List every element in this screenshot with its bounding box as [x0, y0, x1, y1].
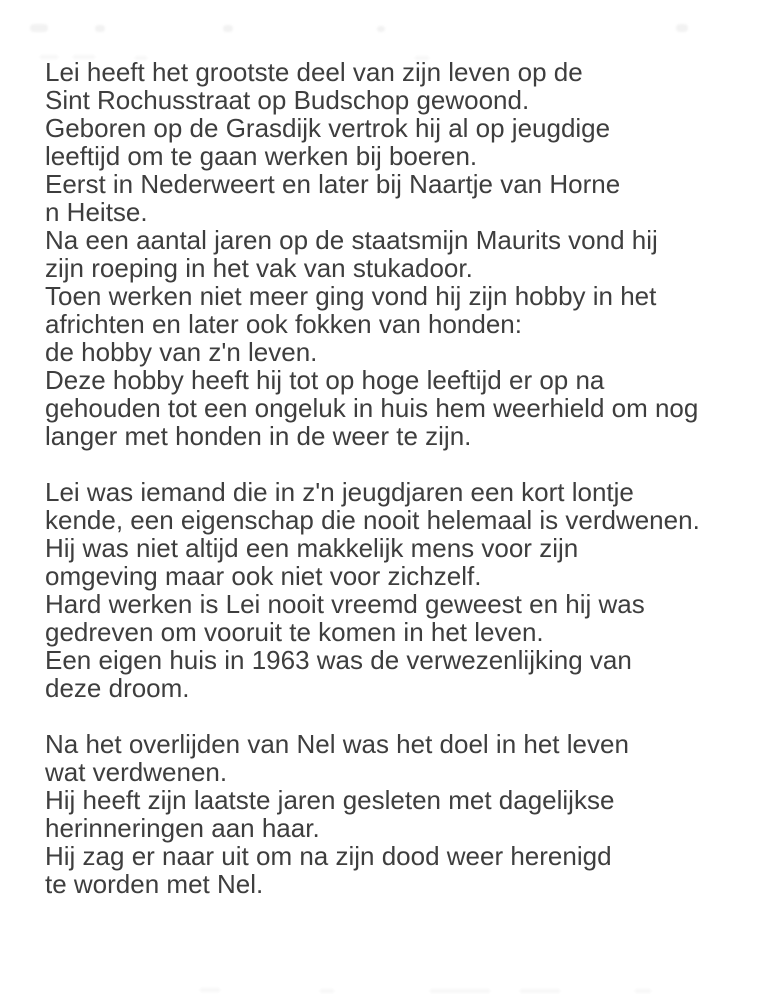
text-line: Na een aantal jaren op de staatsmijn Maurits vond hij [45, 225, 658, 255]
document-text [45, 58, 740, 926]
text-line: Een eigen huis in 1963 was de verwezenlijking van [45, 645, 632, 675]
text-line: Hij zag er naar uit om na zijn dood weer herenigd [45, 841, 612, 871]
text-line: herinneringen aan haar. [45, 813, 320, 843]
scan-smudge [635, 989, 651, 993]
scan-smudge [200, 988, 220, 992]
paragraph-after-nel [45, 730, 740, 898]
text-line: Hij heeft zijn laatste jaren gesleten met dagelijkse [45, 785, 615, 815]
text-line: gehouden tot een ongeluk in huis hem weerhield om nog [45, 393, 699, 423]
text-line: Lei heeft het grootste deel van zijn leven op de [45, 57, 583, 87]
text-line: kende, een eigenschap die nooit helemaal is verdwenen. [45, 505, 700, 535]
text-line: Na het overlijden van Nel was het doel in het leven [45, 729, 629, 759]
text-line: wat verdwenen. [45, 757, 228, 787]
text-line: Hij was niet altijd een makkelijk mens voor zijn [45, 533, 579, 563]
scan-smudge [320, 989, 334, 993]
scan-smudge [30, 24, 48, 32]
text-line: omgeving maar ook niet voor zichzelf. [45, 561, 482, 591]
paragraph-character [45, 478, 740, 702]
text-line: africhten en later ook fokken van honden: [45, 309, 522, 339]
scan-smudge [223, 25, 233, 32]
scan-smudge [95, 25, 105, 32]
paragraph-life-story [45, 58, 740, 450]
text-line: de hobby van z'n leven. [45, 337, 318, 367]
text-line: leeftijd om te gaan werken bij boeren. [45, 141, 478, 171]
text-line: te worden met Nel. [45, 869, 264, 899]
text-line: Eerst in Nederweert en later bij Naartje van Horne [45, 169, 621, 199]
scan-smudge [520, 989, 560, 993]
text-line: Deze hobby heeft hij tot op hoge leeftijd er op na [45, 365, 605, 395]
scan-smudge [676, 24, 688, 32]
text-line: Geboren op de Grasdijk vertrok hij al op jeugdige [45, 113, 611, 143]
text-line: Sint Rochusstraat op Budschop gewoond. [45, 85, 530, 115]
text-line: zijn roeping in het vak van stukadoor. [45, 253, 473, 283]
text-line: Lei was iemand die in z'n jeugdjaren een kort lontje [45, 477, 634, 507]
text-line: n Heitse. [45, 197, 148, 227]
text-line: gedreven om vooruit te komen in het leven. [45, 617, 544, 647]
text-line: langer met honden in de weer te zijn. [45, 421, 472, 451]
text-line: Hard werken is Lei nooit vreemd geweest en hij was [45, 589, 645, 619]
text-line: deze droom. [45, 673, 190, 703]
text-line: Toen werken niet meer ging vond hij zijn hobby in het [45, 281, 657, 311]
scan-smudge [430, 989, 490, 993]
scan-smudge [377, 26, 385, 32]
